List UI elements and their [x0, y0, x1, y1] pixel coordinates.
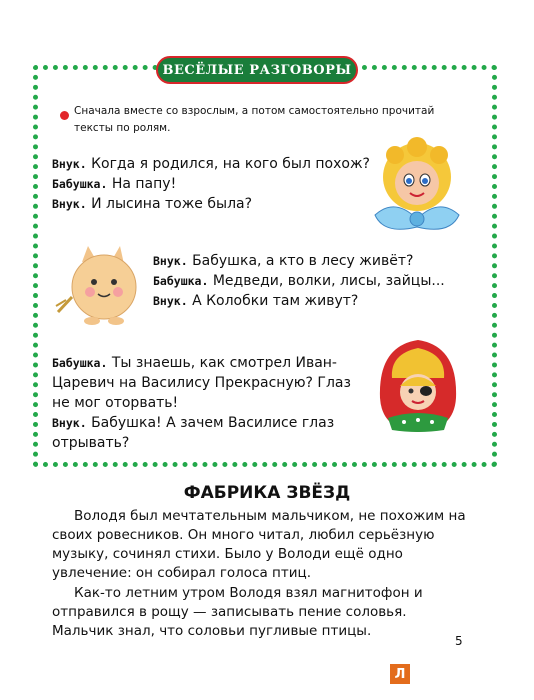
dialog-3 — [52, 353, 372, 453]
line-text: А Колобки там живут? — [187, 293, 359, 309]
bullet-icon — [60, 111, 69, 120]
line-text: На папу! — [107, 176, 177, 192]
line-text: И лысина тоже была? — [86, 196, 253, 212]
kolobok-illustration — [52, 242, 147, 332]
speaker: Внук. — [52, 157, 87, 171]
speaker: Бабушка. — [52, 356, 108, 370]
dialog-line — [52, 194, 372, 214]
dialog-line — [52, 174, 372, 194]
speaker: Внук. — [153, 254, 188, 268]
line-text: Медведи, волки, лисы, зайцы... — [208, 273, 445, 289]
dialog-line — [52, 154, 372, 174]
line-text: Ты знаешь, как смотрел Иван-Царевич на Василису Прекрасную? Глаз не мог оторвать! — [52, 355, 351, 411]
matryoshka-illustration — [374, 338, 462, 436]
publisher-logo: Л — [390, 664, 410, 684]
line-text: Бабушка! А зачем Василисе глаз отрывать? — [52, 415, 335, 451]
dialog-line — [153, 291, 463, 311]
speaker: Внук. — [153, 294, 188, 308]
speaker: Внук. — [52, 197, 87, 211]
dialog-line — [153, 271, 463, 291]
page-number: 5 — [455, 634, 463, 648]
story-title: ФАБРИКА ЗВЁЗД — [183, 483, 351, 503]
speaker: Бабушка. — [52, 177, 108, 191]
dialog-line — [153, 251, 463, 271]
line-text: Когда я родился, на кого был похож? — [86, 156, 370, 172]
dialog-line — [52, 413, 372, 453]
line-text: Бабушка, а кто в лесу живёт? — [187, 253, 414, 269]
story-paragraph-2: Как-то летним утром Володя взял магнитофон и отправился в рощу — записывать пение соловья. Мальчик знал, что соловьи пугливые птицы. — [52, 585, 423, 639]
section-banner-label: ВЕСЁЛЫЕ РАЗГОВОРЫ — [162, 62, 352, 78]
baby-doll-illustration — [370, 135, 465, 245]
instruction-text: Сначала вместе со взрослым, а потом самостоятельно прочитай тексты по ролям. — [74, 105, 435, 134]
dialog-line — [52, 353, 372, 413]
dialog-1 — [52, 154, 372, 214]
speaker: Бабушка. — [153, 274, 209, 288]
speaker: Внук. — [52, 416, 87, 430]
story-paragraph-1: Володя был мечтательным мальчиком, не похожим на своих ровесников. Он много читал, любил серьёзную музыку, сочинял стихи. Было у Володи ещё одно увлечение: он собирал голоса птиц. — [52, 508, 466, 581]
dialog-2 — [153, 251, 463, 311]
section-banner — [156, 56, 358, 84]
